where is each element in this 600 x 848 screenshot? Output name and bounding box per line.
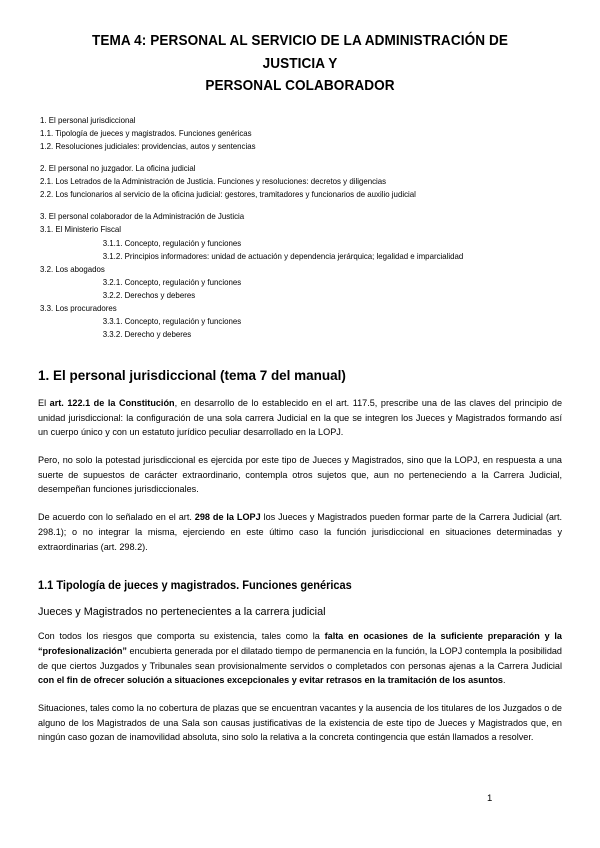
toc-spacer — [40, 201, 536, 210]
bold-run-art-298: 298 de la LOPJ — [194, 512, 261, 523]
toc-item: 3.3.1. Concepto, regulación y funciones — [102, 316, 242, 327]
paragraph-text: El — [38, 397, 50, 408]
toc-item: 3. El personal colaborador de la Administración de Justicia — [40, 211, 245, 222]
paragraph-1-1-2: Situaciones, tales como la no cobertura de plazas que se encuentran vacantes y la ausencia de los titulares de los Juzgados o de alguno de los Magistrados de una Sala son causas justificativas de la existencia de este tipo de Jueces y Magistrados que, en ningún caso gozan de inamovilidad absoluta, sino solo la relativa a la concreta contingencia que están llamados a resolver. — [38, 703, 562, 743]
toc-item: 3.1.2. Principios informadores: unidad de actuación y dependencia jerárquica; legalidad e imparcialidad — [102, 250, 464, 261]
paragraph-1-1 — [38, 396, 562, 440]
toc-item: 3.3. Los procuradores — [40, 303, 117, 314]
toc-item: 3.3.2. Derecho y deberes — [102, 329, 192, 340]
toc-item: 3.2.1. Concepto, regulación y funciones — [102, 276, 242, 287]
toc-item: 3.1.1. Concepto, regulación y funciones — [102, 237, 242, 248]
toc-spacer — [40, 153, 536, 162]
page-number: 1 — [487, 793, 493, 804]
paragraph-text: De acuerdo con lo señalado en el art. — [38, 512, 195, 523]
bold-run-falta-preparacion: falta en ocasiones de la suficiente preparación y la “profesionalización” — [38, 631, 562, 656]
page-title-line-2: PERSONAL COLABORADOR — [205, 78, 395, 95]
page-content — [38, 30, 562, 758]
toc-item: 2. El personal no juzgador. La oficina judicial — [40, 163, 196, 174]
paragraph-1-3 — [38, 510, 562, 554]
toc-item: 3.2.2. Derechos y deberes — [102, 289, 196, 300]
toc-item: 2.1. Los Letrados de la Administración de Justicia. Funciones y resoluciones: decretos y diligencias — [40, 176, 387, 187]
paragraph-text: Con todos los riesgos que comporta su existencia, tales como la — [38, 631, 325, 642]
page-title — [56, 30, 543, 98]
paragraph-text: encubierta generada por el dilatado tiempo de permanencia en la función, la LOPJ contempla la posibilidad de que ciertos Juzgados y Tribunales sean provisionalmente servidos o completados con personas ajenas a la Carrera Judicial — [38, 645, 562, 671]
paragraph-text: . — [502, 675, 506, 686]
paragraph-text: los Jueces y Magistrados pueden formar parte de la Carrera Judicial (art. 298.1); o no integrar la misma, ejerciendo en este último caso la función jurisdiccional en situaciones determinadas y extraordinarias (art. 298.2). — [38, 512, 563, 552]
bold-run-fin-solucion: con el fin de ofrecer solución a situaciones excepcionales y evitar retrasos en la tramitación de los asuntos — [38, 675, 503, 686]
toc-item: 3.2. Los abogados — [40, 263, 105, 274]
paragraph-1-1-1 — [38, 629, 562, 688]
paragraph-1-2: Pero, no solo la potestad jurisdiccional es ejercida por este tipo de Jueces y Magistrados, sino que la LOPJ, en respuesta a una suerte de supuestos de carácter extraordinario, contempla otros sujetos que, aun no perteneciendo a la Carrera Judicial, desempeñan funciones jurisdiccionales. — [38, 454, 562, 495]
table-of-contents — [40, 114, 536, 342]
bold-run-art-122: art. 122.1 de la Constitución — [49, 397, 175, 408]
toc-item: 2.2. Los funcionarios al servicio de la oficina judicial: gestores, tramitadores y funcionarios de auxilio judicial — [40, 189, 416, 200]
toc-item: 1.1. Tipología de jueces y magistrados. Funciones genéricas — [40, 127, 252, 138]
toc-item: 3.1. El Ministerio Fiscal — [40, 224, 122, 235]
subsection-subheading: Jueces y Magistrados no pertenecientes a la carrera judicial — [38, 606, 326, 619]
toc-item: 1. El personal jurisdiccional — [40, 114, 136, 125]
section-heading-1-1: 1.1 Tipología de jueces y magistrados. Funciones genéricas — [38, 579, 352, 593]
section-heading-1: 1. El personal jurisdiccional (tema 7 del manual) — [38, 368, 346, 385]
page-title-line-1: TEMA 4: PERSONAL AL SERVICIO DE LA ADMINISTRACIÓN DE JUSTICIA Y — [91, 33, 509, 72]
paragraph-text: , en desarrollo de lo establecido en el art. 117.5, prescribe una de las claves del principio de unidad jurisdiccional: la configuración de una sola carrera Judicial en la que se integren los Jueces y Magistrados formando así un cuerpo único y con un estatuto jurídico peculiar desarrollado en la LOPJ. — [38, 397, 563, 438]
toc-item: 1.2. Resoluciones judiciales: providencias, autos y sentencias — [40, 141, 256, 152]
